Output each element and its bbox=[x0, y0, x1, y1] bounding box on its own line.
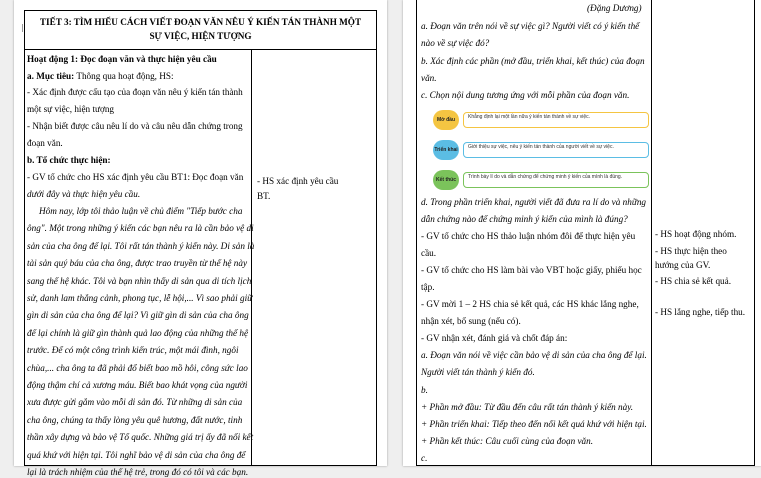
document-page-left bbox=[14, 0, 387, 477]
teacher-step: - GV tổ chức cho HS thảo luận nhóm đôi để thực hiện yêu bbox=[421, 231, 636, 241]
answer-line: c. bbox=[421, 453, 428, 463]
answer-line: + Phần triển khai: Tiếp theo đến nối kết quá khứ với hiện tại. bbox=[421, 419, 647, 429]
passage-line: xưa được gửi gắm vào mỗi di sản đó. Từ những di sản của bbox=[27, 397, 243, 408]
objective-item: - Nhận biết được câu nêu lí do và câu nêu dẫn chứng trong bbox=[27, 121, 243, 131]
student-activity-line: hướng của GV. bbox=[655, 260, 711, 270]
student-activity-line: - HS chia sẻ kết quả. bbox=[655, 276, 732, 286]
lesson-title bbox=[25, 11, 376, 49]
answer-line: + Phần kết thúc: Câu cuối cùng của đoạn văn. bbox=[421, 436, 594, 446]
passage-line: ông". Một trong những ý kiến các bạn nêu ra là cần bảo vệ di bbox=[27, 223, 254, 234]
task-line: dưới đây và thực hiện yêu cầu. bbox=[27, 189, 141, 199]
passage-line: sử, danh lam thắng cảnh, phong tục, lễ hội,... Vì sao phải giữ bbox=[27, 293, 253, 303]
document-page-right bbox=[403, 0, 761, 466]
crop-mark bbox=[14, 24, 23, 32]
passage-line: thần xây dựng và bảo vệ Tổ quốc. Những giá trị ấy đã nối kết bbox=[27, 432, 254, 443]
infographic-row bbox=[433, 110, 649, 130]
objective-text: Thông qua hoạt động, HS: bbox=[74, 71, 174, 81]
infographic-text: Giới thiệu sự việc, nêu ý kiến tán thành của người viết về sự việc. bbox=[463, 142, 649, 158]
question-line: c. Chọn nội dung tương ứng với mỗi phần của đoạn văn. bbox=[421, 90, 630, 100]
teacher-step: tập. bbox=[421, 282, 435, 292]
objective-item: đoạn văn. bbox=[27, 138, 63, 148]
answer-line: + Phần mở đầu: Từ đầu đến câu rất tán thành ý kiến này. bbox=[421, 402, 634, 412]
passage-line: Hôm nay, lớp tôi thảo luận về chủ điểm "Tiếp bước cha bbox=[39, 206, 243, 216]
activity-heading: Hoạt động 1: Đọc đoạn văn và thực hiện yêu cầu bbox=[27, 54, 217, 64]
infographic-text: Khẳng định lại một lần nữa ý kiến tán thành về sự việc. bbox=[463, 112, 649, 128]
answer-line: a. Đoạn văn nói về việc cần bảo vệ di sản của cha ông để lại. bbox=[421, 350, 647, 360]
passage-line: trước. Để có một công trình kiến trúc, một mái đình, ngôi bbox=[27, 345, 239, 356]
infographic-text: Trình bày lí do và dẫn chứng để chứng minh ý kiến của mình là đúng. bbox=[463, 172, 649, 188]
lesson-table bbox=[24, 10, 377, 477]
question-line: b. Xác định các phần (mở đầu, triển khai, kết thúc) của đoạn bbox=[421, 56, 645, 66]
passage-line: quá khứ với hiện tại. Tôi nghĩ bảo vệ di sản của cha ông để bbox=[27, 449, 246, 460]
objective-item: một sự việc, hiện tượng bbox=[27, 104, 115, 114]
infographic-label: Kết thúc bbox=[433, 170, 459, 190]
question-line: a. Đoạn văn trên nói về sự việc gì? Người viết có ý kiến thế bbox=[421, 21, 640, 31]
student-activity-line: - HS hoạt động nhóm. bbox=[655, 229, 737, 239]
table-column-divider bbox=[651, 0, 652, 465]
question-line: d. Trong phần triển khai, người viết đã đưa ra lí do và những bbox=[421, 197, 647, 207]
student-activity-line: - HS lắng nghe, tiếp thu. bbox=[655, 307, 746, 317]
student-activity-line: - HS xác định yêu cầu bbox=[257, 176, 339, 186]
table-column-divider bbox=[251, 49, 252, 465]
student-activity-line: BT. bbox=[257, 191, 271, 201]
question-line: văn. bbox=[421, 73, 437, 83]
infographic-row bbox=[433, 170, 649, 190]
answer-line: Người viết tán thành ý kiến đó. bbox=[421, 367, 535, 377]
infographic-row bbox=[433, 140, 649, 160]
objective-line bbox=[27, 70, 174, 82]
passage-line: sang thế hệ khác. Tôi và bạn nhìn thấy di sản qua di tích lịch bbox=[27, 275, 252, 286]
question-line: dẫn chứng nào để chứng minh ý kiến của mình là đúng? bbox=[421, 214, 628, 224]
teacher-step: - GV mời 1 – 2 HS chia sẻ kết quả, các HS khác lắng nghe, bbox=[421, 299, 639, 309]
teacher-step: cầu. bbox=[421, 248, 437, 258]
teacher-step: nhận xét, bổ sung (nếu có). bbox=[421, 316, 521, 326]
passage-line: cha ông, chúng ta thấy lòng yêu quê hương, đất nước, tinh bbox=[27, 414, 243, 425]
lesson-title-line1: TIẾT 3: TÌM HIỂU CÁCH VIẾT ĐOẠN VĂN NÊU Ý KIẾN TÁN THÀNH MỘT bbox=[39, 17, 362, 27]
passage-line: gìn di sản của cha ông để lại? Vì giữ gìn di sản của cha ông bbox=[27, 310, 249, 321]
teacher-step: - GV nhận xét, đánh giá và chốt đáp án: bbox=[421, 333, 568, 343]
passage-line: để lại chính là giữ gìn thành quả lao động của những thế hệ bbox=[27, 327, 249, 338]
question-line: nào về sự việc đó? bbox=[421, 38, 490, 48]
passage-line: tài sản quý báu của cha ông, được trao truyền từ thế hệ này bbox=[27, 258, 248, 269]
answer-line: b. bbox=[421, 385, 428, 395]
passage-line: động thậm chí cả xương máu. Biết bao khát vọng của người bbox=[27, 380, 248, 390]
student-activity-line: - HS thực hiện theo bbox=[655, 246, 727, 256]
table-rule bbox=[25, 49, 376, 50]
passage-line: lại là trách nhiệm của thế hệ trẻ, trong đó có tôi và các bạn. bbox=[27, 467, 249, 477]
lesson-title-line2: SỰ VIỆC, HIỆN TƯỢNG bbox=[149, 31, 252, 41]
teacher-step: - GV tổ chức cho HS làm bài vào VBT hoặc giấy, phiếu học bbox=[421, 265, 642, 275]
org-heading: b. Tổ chức thực hiện: bbox=[27, 155, 111, 165]
passage-line: chùa,... cha ông ta đã phải đổ biết bao mồ hôi, công sức lao bbox=[27, 362, 248, 373]
infographic-label: Triển khai bbox=[433, 140, 459, 160]
task-line: - GV tổ chức cho HS xác định yêu cầu BT1: Đọc đoạn văn bbox=[27, 172, 244, 182]
passage-author: (Đặng Dương) bbox=[587, 3, 642, 13]
infographic-label: Mở đầu bbox=[433, 110, 459, 130]
passage-line: sản của cha ông để lại. Tôi rất tán thành ý kiến này. Di sản là bbox=[27, 240, 255, 251]
objective-item: - Xác định được cấu tạo của đoạn văn nêu ý kiến tán thành bbox=[27, 87, 243, 97]
lesson-table-continued bbox=[416, 0, 755, 466]
objective-label: a. Mục tiêu: bbox=[27, 71, 75, 81]
